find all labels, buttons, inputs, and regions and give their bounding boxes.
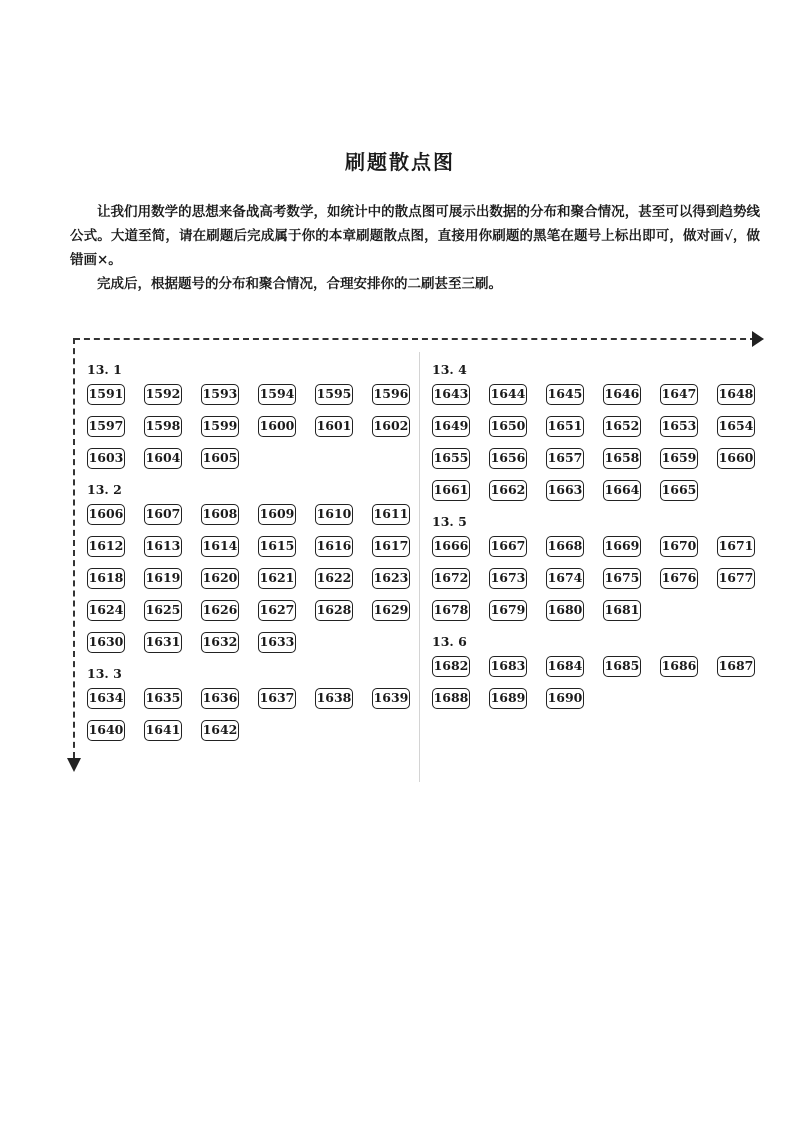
question-number-badge[interactable]: 1612 [87,536,125,557]
question-number-badge[interactable]: 1655 [432,448,470,469]
question-number-grid [432,536,762,621]
question-number-badge[interactable]: 1642 [201,720,239,741]
question-number-badge[interactable]: 1667 [489,536,527,557]
question-number-badge[interactable]: 1648 [717,384,755,405]
left-column [87,362,417,741]
question-number-badge[interactable]: 1685 [603,656,641,677]
section-13.5 [432,514,762,621]
question-number-badge[interactable]: 1622 [315,568,353,589]
question-number-badge[interactable]: 1602 [372,416,410,437]
section-label: 13. 1 [87,362,122,377]
question-number-badge[interactable]: 1662 [489,480,527,501]
question-number-badge[interactable]: 1617 [372,536,410,557]
question-number-grid [87,688,417,741]
question-number-badge[interactable]: 1614 [201,536,239,557]
question-number-badge[interactable]: 1640 [87,720,125,741]
arrow-right-icon [752,331,764,347]
question-number-badge[interactable]: 1665 [660,480,698,501]
intro-paragraph-2: 完成后，根据题号的分布和聚合情况，合理安排你的二刷甚至三刷。 [97,276,502,292]
question-number-badge[interactable]: 1663 [546,480,584,501]
question-number-badge[interactable]: 1688 [432,688,470,709]
question-number-badge[interactable]: 1605 [201,448,239,469]
question-number-badge[interactable]: 1603 [87,448,125,469]
question-number-badge[interactable]: 1591 [87,384,125,405]
question-number-badge[interactable]: 1621 [258,568,296,589]
arrow-down-icon [67,758,81,772]
question-number-badge[interactable]: 1641 [144,720,182,741]
question-number-badge[interactable]: 1593 [201,384,239,405]
question-number-grid [87,384,417,469]
question-number-badge[interactable]: 1627 [258,600,296,621]
question-number-badge[interactable]: 1606 [87,504,125,525]
question-number-grid [87,504,417,653]
question-number-badge[interactable]: 1666 [432,536,470,557]
column-divider [419,352,420,782]
question-number-badge[interactable]: 1599 [201,416,239,437]
question-number-badge[interactable]: 1631 [144,632,182,653]
section-13.3 [87,666,417,741]
question-number-badge[interactable]: 1678 [432,600,470,621]
question-number-badge[interactable]: 1653 [660,416,698,437]
section-label: 13. 2 [87,482,122,497]
dashed-frame-top [74,338,756,340]
question-number-badge[interactable]: 1609 [258,504,296,525]
question-number-badge[interactable]: 1625 [144,600,182,621]
question-number-badge[interactable]: 1619 [144,568,182,589]
section-label: 13. 6 [432,634,467,649]
question-number-badge[interactable]: 1681 [603,600,641,621]
section-13.4 [432,362,762,501]
section-label: 13. 5 [432,514,467,529]
question-number-badge[interactable]: 1598 [144,416,182,437]
question-number-badge[interactable]: 1660 [717,448,755,469]
question-number-badge[interactable]: 1689 [489,688,527,709]
question-number-badge[interactable]: 1596 [372,384,410,405]
dashed-frame-left [73,338,75,758]
section-13.6 [432,634,762,709]
question-number-badge[interactable]: 1687 [717,656,755,677]
question-number-badge[interactable]: 1607 [144,504,182,525]
question-number-badge[interactable]: 1626 [201,600,239,621]
question-number-badge[interactable]: 1647 [660,384,698,405]
question-number-badge[interactable]: 1633 [258,632,296,653]
question-number-badge[interactable]: 1675 [603,568,641,589]
question-number-badge[interactable]: 1601 [315,416,353,437]
question-number-badge[interactable]: 1672 [432,568,470,589]
question-number-badge[interactable]: 1646 [603,384,641,405]
question-number-badge[interactable]: 1613 [144,536,182,557]
question-number-badge[interactable]: 1658 [603,448,641,469]
question-number-badge[interactable]: 1611 [372,504,410,525]
section-13.1 [87,362,417,469]
question-number-badge[interactable]: 1624 [87,600,125,621]
question-number-badge[interactable]: 1630 [87,632,125,653]
question-number-badge[interactable]: 1654 [717,416,755,437]
question-number-badge[interactable]: 1649 [432,416,470,437]
section-label: 13. 3 [87,666,122,681]
question-number-badge[interactable]: 1635 [144,688,182,709]
question-number-badge[interactable]: 1620 [201,568,239,589]
question-number-badge[interactable]: 1638 [315,688,353,709]
question-number-grid [432,656,762,709]
question-number-badge[interactable]: 1629 [372,600,410,621]
question-number-badge[interactable]: 1632 [201,632,239,653]
question-number-badge[interactable]: 1686 [660,656,698,677]
question-number-badge[interactable]: 1684 [546,656,584,677]
question-number-badge[interactable]: 1679 [489,600,527,621]
question-number-badge[interactable]: 1639 [372,688,410,709]
question-number-badge[interactable]: 1664 [603,480,641,501]
question-number-badge[interactable]: 1616 [315,536,353,557]
question-number-badge[interactable]: 1610 [315,504,353,525]
question-number-badge[interactable]: 1676 [660,568,698,589]
question-number-badge[interactable]: 1644 [489,384,527,405]
question-number-badge[interactable]: 1683 [489,656,527,677]
question-number-badge[interactable]: 1661 [432,480,470,501]
question-number-badge[interactable]: 1669 [603,536,641,557]
question-number-badge[interactable]: 1594 [258,384,296,405]
intro-text [70,200,760,296]
question-number-badge[interactable]: 1608 [201,504,239,525]
question-number-badge[interactable]: 1600 [258,416,296,437]
question-number-badge[interactable]: 1680 [546,600,584,621]
question-number-badge[interactable]: 1673 [489,568,527,589]
question-number-badge[interactable]: 1651 [546,416,584,437]
question-number-badge[interactable]: 1623 [372,568,410,589]
question-number-badge[interactable]: 1674 [546,568,584,589]
question-number-badge[interactable]: 1659 [660,448,698,469]
question-number-badge[interactable]: 1595 [315,384,353,405]
question-number-badge[interactable]: 1668 [546,536,584,557]
question-number-badge[interactable]: 1671 [717,536,755,557]
question-number-badge[interactable]: 1615 [258,536,296,557]
section-13.2 [87,482,417,653]
question-number-badge[interactable]: 1597 [87,416,125,437]
question-number-badge[interactable]: 1657 [546,448,584,469]
question-number-badge[interactable]: 1618 [87,568,125,589]
question-number-grid [432,384,762,501]
intro-paragraph-1: 让我们用数学的思想来备战高考数学，如统计中的散点图可展示出数据的分布和聚合情况，甚至可以得到趋势线公式。大道至简，请在刷题后完成属于你的本章刷题散点图，直接用你刷题的黑笔在题号上标出即可，做对画√，做错画×。 [70,204,760,268]
question-number-badge[interactable]: 1670 [660,536,698,557]
right-column [432,362,762,709]
page-title: 刷题散点图 [345,150,455,174]
section-label: 13. 4 [432,362,467,377]
question-number-badge[interactable]: 1656 [489,448,527,469]
question-number-badge[interactable]: 1636 [201,688,239,709]
question-number-badge[interactable]: 1634 [87,688,125,709]
question-number-badge[interactable]: 1652 [603,416,641,437]
question-number-badge[interactable]: 1643 [432,384,470,405]
question-number-badge[interactable]: 1592 [144,384,182,405]
question-number-badge[interactable]: 1650 [489,416,527,437]
question-number-badge[interactable]: 1677 [717,568,755,589]
question-number-badge[interactable]: 1604 [144,448,182,469]
question-number-badge[interactable]: 1682 [432,656,470,677]
question-number-badge[interactable]: 1628 [315,600,353,621]
question-number-badge[interactable]: 1637 [258,688,296,709]
question-number-badge[interactable]: 1645 [546,384,584,405]
question-number-badge[interactable]: 1690 [546,688,584,709]
